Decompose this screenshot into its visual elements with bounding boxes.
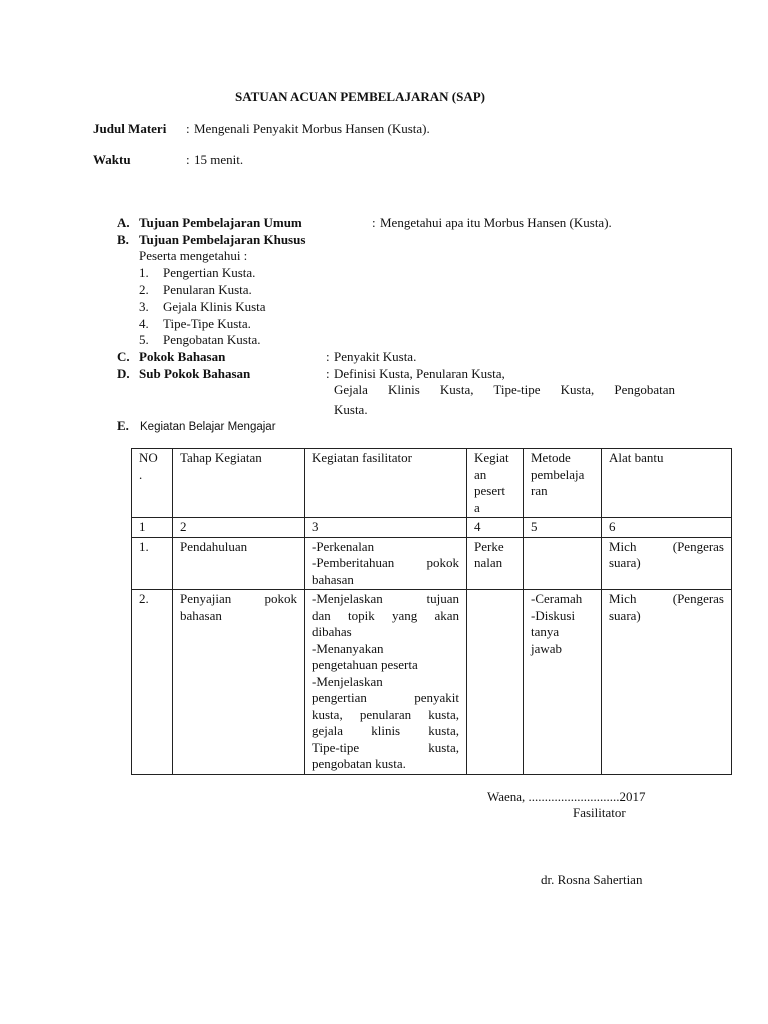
judul-separator: : — [186, 121, 190, 136]
objective-item: Tipe-Tipe Kusta. — [163, 316, 251, 331]
table-number-row — [132, 518, 732, 538]
section-c-separator: : — [326, 349, 330, 364]
section-c-label: Pokok Bahasan — [139, 349, 226, 364]
section-b-intro: Peserta mengetahui : — [139, 248, 248, 263]
section-d-line2: Gejala Klinis Kusta, Tipe-tipe Kusta, Pengobatan — [334, 382, 675, 397]
row-tahap: Penyajian pokok bahasan — [173, 590, 305, 775]
waktu-separator: : — [186, 152, 190, 167]
row-fasilitator: -Menjelaskan tujuan dan topik yang akan dibahas -Menanyakan pengetahuan peserta -Menjelaskan pengertian penyakit kusta, penularan kusta, gejala klinis kusta, Tipe-tipe kusta, pengobatan kusta. — [305, 590, 467, 775]
section-c-letter: C. — [117, 349, 130, 364]
row-peserta — [467, 590, 524, 775]
section-d-separator: : — [326, 366, 330, 381]
section-e-label: Kegiatan Belajar Mengajar — [140, 421, 276, 433]
column-number: 1 — [132, 518, 173, 538]
table-header-row — [132, 449, 732, 518]
signature-place-date: Waena, ............................2017 — [487, 789, 646, 804]
objective-item: Gejala Klinis Kusta — [163, 299, 266, 314]
section-a-value: Mengetahui apa itu Morbus Hansen (Kusta). — [380, 215, 612, 230]
header-tahap: Tahap Kegiatan — [173, 449, 305, 518]
row-metode: -Ceramah -Diskusi tanya jawab — [524, 590, 602, 775]
signature-role: Fasilitator — [573, 805, 626, 820]
judul-value: Mengenali Penyakit Morbus Hansen (Kusta). — [194, 121, 430, 136]
objective-number: 3. — [139, 299, 149, 314]
objective-number: 4. — [139, 316, 149, 331]
objective-item: Penularan Kusta. — [163, 282, 252, 297]
header-alat: Alat bantu — [602, 449, 732, 518]
row-peserta: Perke nalan — [467, 537, 524, 590]
section-a-separator: : — [372, 215, 376, 230]
table-row — [132, 537, 732, 590]
header-fasilitator: Kegiatan fasilitator — [305, 449, 467, 518]
section-c-value: Penyakit Kusta. — [334, 349, 417, 364]
column-number: 2 — [173, 518, 305, 538]
waktu-value: 15 menit. — [194, 152, 244, 167]
column-number: 3 — [305, 518, 467, 538]
row-metode — [524, 537, 602, 590]
column-number: 5 — [524, 518, 602, 538]
activity-table — [131, 448, 732, 775]
signature-name: dr. Rosna Sahertian — [541, 872, 643, 887]
column-number: 4 — [467, 518, 524, 538]
row-alat: Mich (Pengeras suara) — [602, 537, 732, 590]
objective-item: Pengertian Kusta. — [163, 265, 256, 280]
section-b-label: Tujuan Pembelajaran Khusus — [139, 232, 306, 247]
waktu-label: Waktu — [93, 152, 131, 167]
objective-number: 5. — [139, 332, 149, 347]
row-fasilitator: -Perkenalan -Pemberitahuan pokok bahasan — [305, 537, 467, 590]
section-e-letter: E. — [117, 418, 129, 433]
row-tahap: Pendahuluan — [173, 537, 305, 590]
section-d-line3: Kusta. — [334, 402, 368, 417]
row-alat: Mich (Pengeras suara) — [602, 590, 732, 775]
objective-number: 2. — [139, 282, 149, 297]
section-d-label: Sub Pokok Bahasan — [139, 366, 251, 381]
section-d-line1: Definisi Kusta, Penularan Kusta, — [334, 366, 505, 381]
page-title: SATUAN ACUAN PEMBELAJARAN (SAP) — [235, 89, 486, 104]
section-a-label: Tujuan Pembelajaran Umum — [139, 215, 302, 230]
section-a-letter: A. — [117, 215, 130, 230]
judul-label: Judul Materi — [93, 121, 167, 136]
section-b-letter: B. — [117, 232, 129, 247]
objective-number: 1. — [139, 265, 149, 280]
header-metode: Metode pembelaja ran — [524, 449, 602, 518]
objective-item: Pengobatan Kusta. — [163, 332, 261, 347]
header-no: NO . — [132, 449, 173, 518]
column-number: 6 — [602, 518, 732, 538]
section-d-letter: D. — [117, 366, 130, 381]
header-peserta: Kegiat an pesert a — [467, 449, 524, 518]
row-no: 2. — [132, 590, 173, 775]
row-no: 1. — [132, 537, 173, 590]
table-row — [132, 590, 732, 775]
